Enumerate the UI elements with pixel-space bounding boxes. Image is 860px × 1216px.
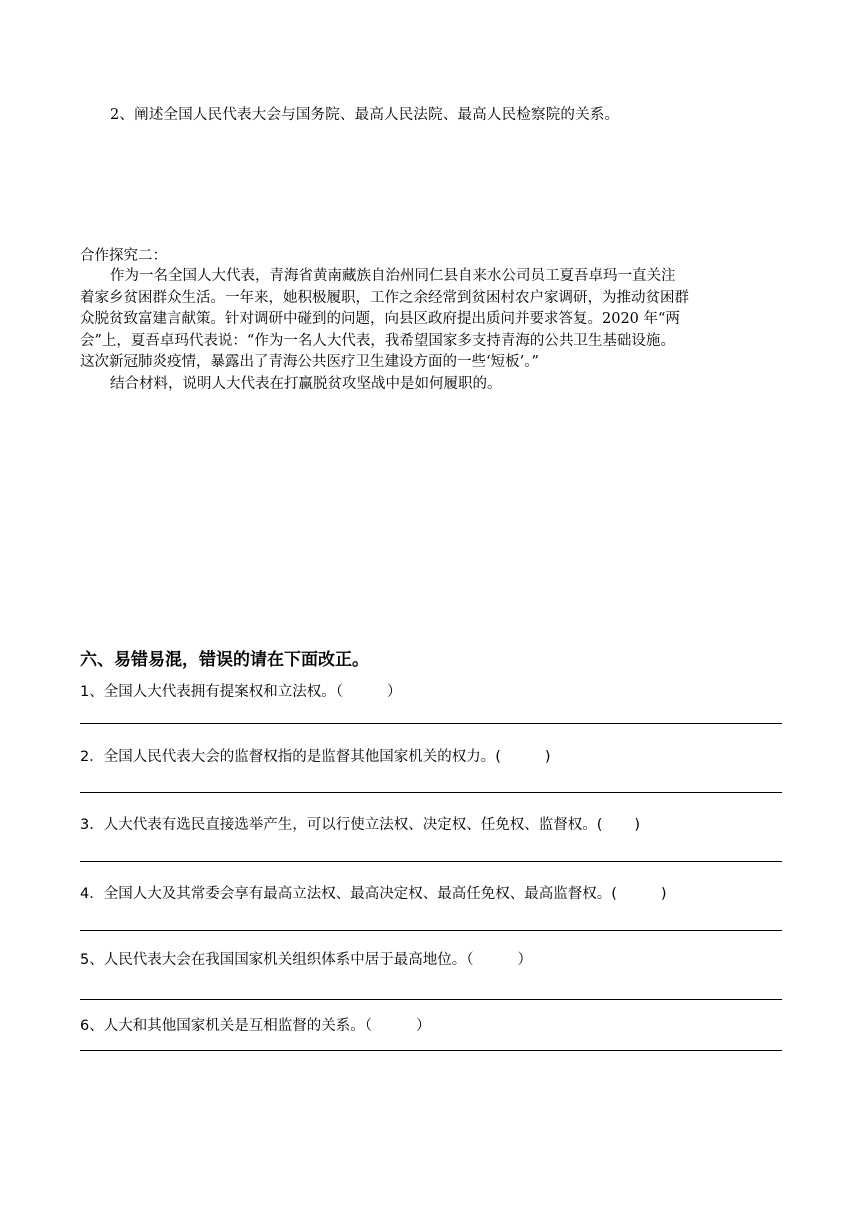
material-line: 作为一名全国人大代表，青海省黄南藏族自治州同仁县自来水公司员工夏吾卓玛一直关注	[110, 268, 676, 284]
material-line: 这次新冠肺炎疫情，暴露出了青海公共医疗卫生建设方面的一些‘短板’。”	[80, 354, 539, 370]
item-text: 3．人大代表有选民直接选举产生，可以行使立法权、决定权、任免权、监督权。(	[80, 817, 603, 833]
true-false-item-1	[80, 680, 401, 701]
item-close-paren: )	[544, 749, 551, 765]
item-text: 2．全国人民代表大会的监督权指的是监督其他国家机关的权力。(	[80, 749, 501, 765]
true-false-item-2	[80, 745, 551, 766]
correction-line-2[interactable]	[80, 792, 782, 793]
true-false-item-3	[80, 813, 640, 834]
material-line: 着家乡贫困群众生活。一年来，她积极履职，工作之余经常到贫困村农户家调研，为推动贫困群	[80, 289, 689, 306]
item-text: 4．全国人大及其常委会享有最高立法权、最高决定权、最高任免权、最高监督权。(	[80, 886, 617, 902]
true-false-item-6	[80, 1014, 430, 1035]
correction-line-6[interactable]	[80, 1050, 782, 1051]
true-false-item-5	[80, 948, 532, 969]
item-close-paren: ）	[386, 684, 402, 700]
correction-line-4[interactable]	[80, 930, 782, 931]
item-text: 1、全国人大代表拥有提案权和立法权。（	[80, 684, 343, 700]
section-6-title: 六、易错易混，错误的请在下面改正。	[80, 650, 369, 670]
correction-line-3[interactable]	[80, 861, 782, 862]
item-text: 6、人大和其他国家机关是互相监督的关系。（	[80, 1018, 372, 1034]
cooperation-material	[80, 266, 782, 395]
item-close-paren: ）	[415, 1018, 431, 1034]
cooperation-heading: 合作探究二：	[80, 248, 167, 264]
item-text: 5、人民代表大会在我国国家机关组织体系中居于最高地位。（	[80, 952, 474, 968]
true-false-item-4	[80, 882, 667, 903]
material-line: 众脱贫致富建言献策。针对调研中碰到的问题，向县区政府提出质问并要求答复。2020 年“两	[80, 311, 680, 327]
question-2: 2、阐述全国人民代表大会与国务院、最高人民法院、最高人民检察院的关系。	[110, 107, 620, 123]
item-close-paren: )	[634, 817, 641, 833]
correction-line-5[interactable]	[80, 999, 782, 1000]
material-question: 结合材料，说明人大代表在打赢脱贫攻坚战中是如何履职的。	[110, 375, 502, 392]
material-line: 会”上，夏吾卓玛代表说：“作为一名人大代表，我希望国家多支持青海的公共卫生基础设施。	[80, 332, 675, 349]
item-close-paren: ）	[517, 952, 532, 968]
item-close-paren: )	[660, 886, 667, 902]
correction-line-1[interactable]	[80, 723, 782, 724]
